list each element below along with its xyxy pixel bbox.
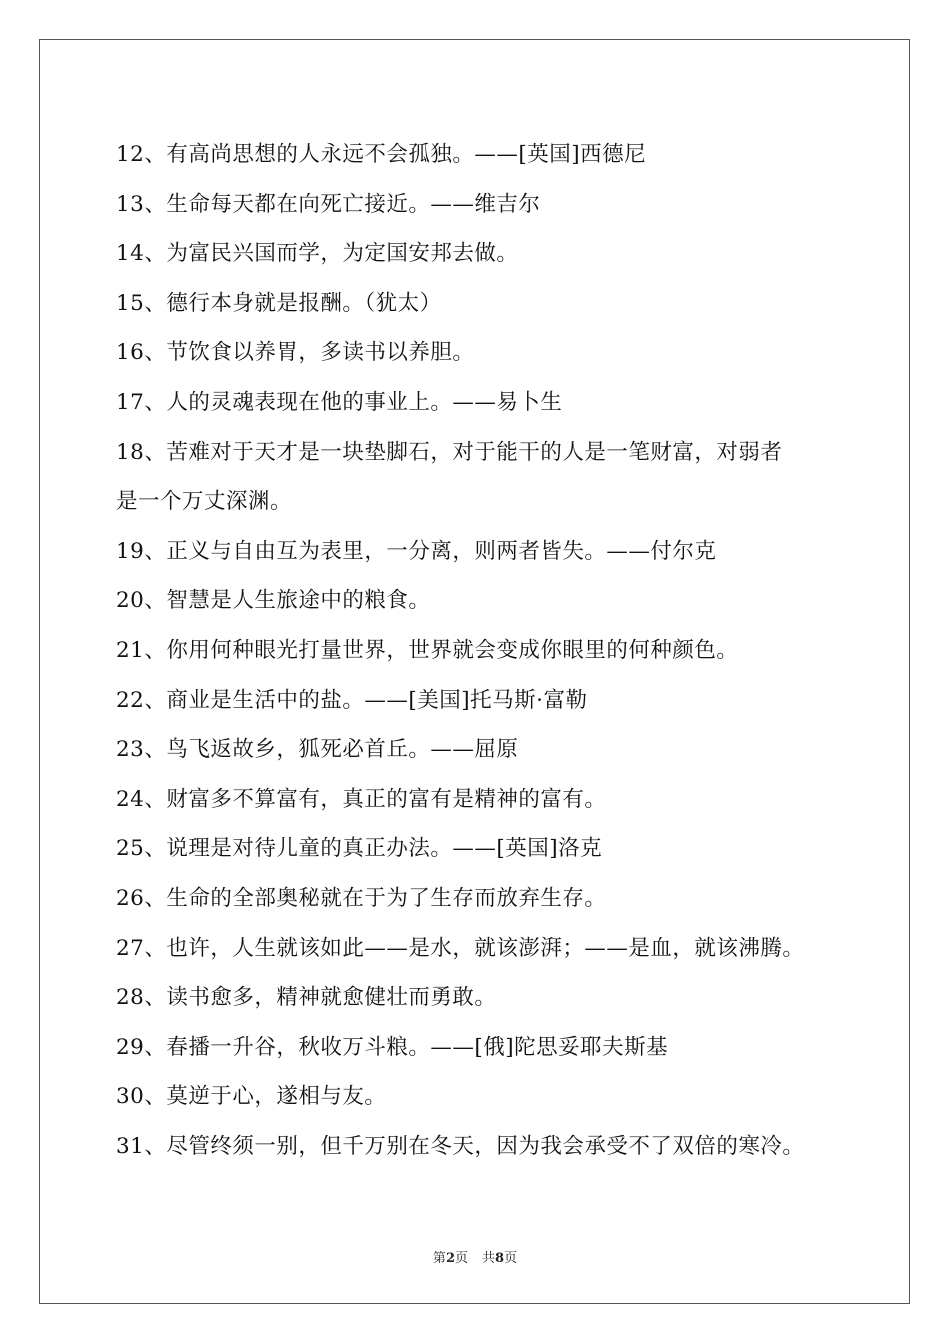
total-suffix: 页 [504, 1251, 518, 1266]
quote-line: 14、为富民兴国而学，为定国安邦去做。 [116, 241, 519, 267]
page-total-number: 8 [495, 1251, 505, 1266]
quote-line: 26、生命的全部奥秘就在于为了生存而放弃生存。 [116, 885, 607, 911]
quote-line: 12、有高尚思想的人永远不会孤独。——[英国]西德尼 [116, 142, 647, 167]
quote-line: 22、商业是生活中的盐。——[美国]托马斯·富勒 [116, 687, 588, 713]
quote-line: 17、人的灵魂表现在他的事业上。——易卜生 [116, 389, 563, 415]
quote-line: 25、说理是对待儿童的真正办法。——[英国]洛克 [116, 836, 603, 862]
page-current-number: 2 [445, 1251, 455, 1266]
page-footer [0, 1247, 950, 1266]
quote-line: 31、尽管终须一别，但千万别在冬天，因为我会承受不了双倍的寒冷。 [116, 1133, 805, 1159]
quote-line: 30、莫逆于心，遂相与友。 [116, 1084, 387, 1110]
total-prefix: 共 [482, 1251, 496, 1266]
quote-line: 29、春播一升谷，秋收万斗粮。——[俄]陀思妥耶夫斯基 [116, 1034, 669, 1060]
quote-line: 19、正义与自由互为表里，一分离，则两者皆失。——付尔克 [116, 538, 717, 564]
quote-line: 15、德行本身就是报酬。（犹太） [116, 290, 442, 316]
page-prefix: 第 [432, 1251, 446, 1266]
quote-line: 13、生命每天都在向死亡接近。——维吉尔 [116, 191, 541, 217]
quote-line: 27、也许，人生就该如此——是水，就该澎湃；——是血，就该沸腾。 [116, 935, 805, 961]
quote-line: 20、智慧是人生旅途中的粮食。 [116, 588, 431, 614]
quote-list [116, 130, 866, 1171]
page-suffix: 页 [454, 1251, 468, 1266]
quote-line: 23、鸟飞返故乡，狐死必首丘。——屈原 [116, 737, 519, 763]
quote-line: 24、财富多不算富有，真正的富有是精神的富有。 [116, 786, 607, 812]
quote-line: 21、你用何种眼光打量世界，世界就会变成你眼里的何种颜色。 [116, 637, 739, 663]
quote-line: 28、读书愈多，精神就愈健壮而勇敢。 [116, 985, 497, 1011]
quote-line-continuation: 是一个万丈深渊。 [116, 489, 293, 515]
quote-line: 18、苦难对于天才是一块垫脚石，对于能干的人是一笔财富，对弱者 [116, 439, 783, 465]
quote-line: 16、节饮食以养胃，多读书以养胆。 [116, 340, 475, 366]
